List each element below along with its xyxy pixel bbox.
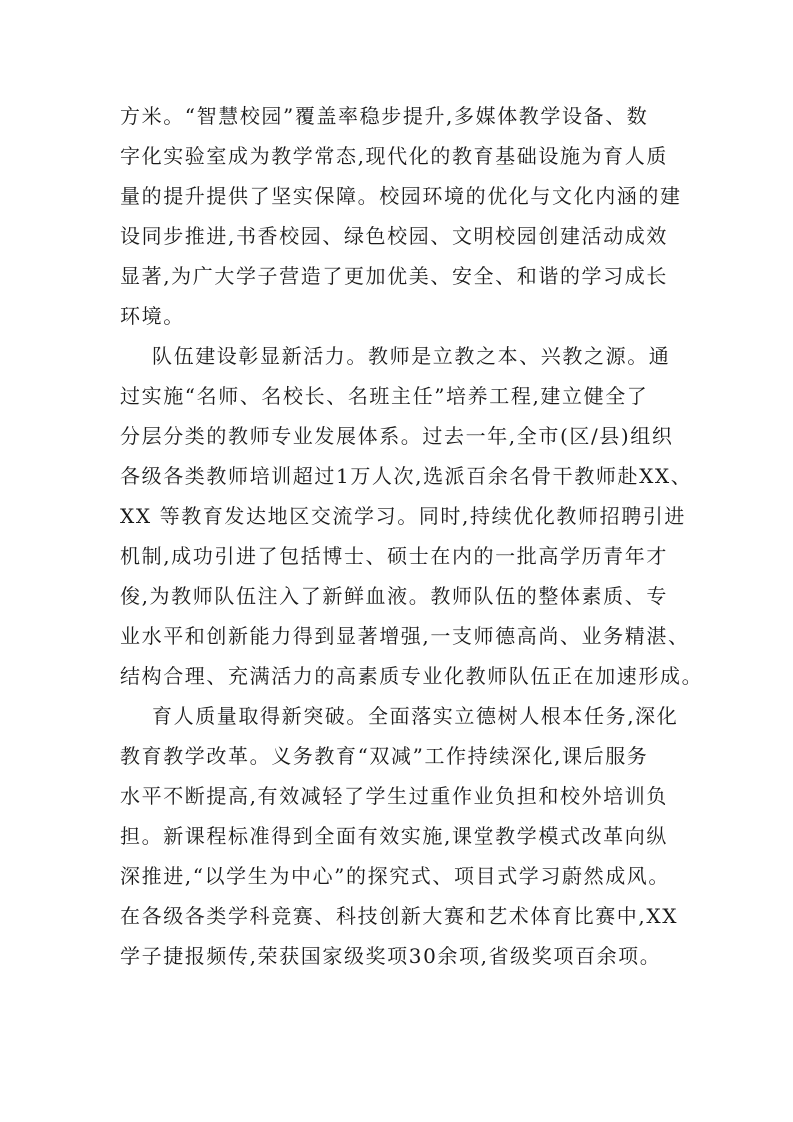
text-line: 俊,为教师队伍注入了新鲜血液。教师队伍的整体素质、专 bbox=[120, 584, 668, 608]
text-line: 方米。“智慧校园”覆盖率稳步提升,多媒体教学设备、数 bbox=[120, 104, 649, 128]
text-line: 各级各类教师培训超过1万人次,选派百余名骨干教师赴XX、 bbox=[120, 464, 693, 488]
text-line: 水平不断提高,有效减轻了学生过重作业负担和校外培训负 bbox=[120, 784, 668, 808]
text-line: 在各级各类学科竞赛、科技创新大赛和艺术体育比赛中,XX bbox=[120, 904, 679, 928]
text-line: 机制,成功引进了包括博士、硕士在内的一批高学历青年才 bbox=[120, 544, 668, 568]
text-line: 结构合理、充满活力的高素质专业化教师队伍正在加速形成。 bbox=[120, 664, 704, 688]
text-line: 环境。 bbox=[120, 304, 185, 328]
text-line: 深推进,“以学生为中心”的探究式、项目式学习蔚然成风。 bbox=[120, 864, 671, 888]
text-line: 业水平和创新能力得到显著增强,一支师德高尚、业务精湛、 bbox=[120, 624, 690, 648]
text-line: 学子捷报频传,荣获国家级奖项30余项,省级奖项百余项。 bbox=[120, 944, 662, 968]
text-line: 分层分类的教师专业发展体系。过去一年,全市(区/县)组织 bbox=[120, 424, 674, 448]
paragraph-heading-line: 育人质量取得新突破。全面落实立德树人根本任务,深化 bbox=[152, 704, 679, 728]
text-line: 显著,为广大学子营造了更加优美、安全、和谐的学习成长 bbox=[120, 264, 668, 288]
text-line: 过实施“名师、名校长、名班主任”培养工程,建立健全了 bbox=[120, 384, 649, 408]
text-line: 字化实验室成为教学常态,现代化的教育基础设施为育人质 bbox=[120, 144, 668, 168]
text-line: 设同步推进,书香校园、绿色校园、文明校园创建活动成效 bbox=[120, 224, 668, 248]
text-line: XX 等教育发达地区交流学习。同时,持续优化教师招聘引进 bbox=[120, 504, 686, 528]
text-line: 量的提升提供了坚实保障。校园环境的优化与文化内涵的建 bbox=[120, 184, 682, 208]
text-line: 担。新课程标准得到全面有效实施,课堂教学模式改革向纵 bbox=[120, 824, 668, 848]
paragraph-heading-line: 队伍建设彰显新活力。教师是立教之本、兴教之源。通 bbox=[152, 344, 671, 368]
text-line: 教育教学改革。义务教育“双减”工作持续深化,课后服务 bbox=[120, 744, 649, 768]
